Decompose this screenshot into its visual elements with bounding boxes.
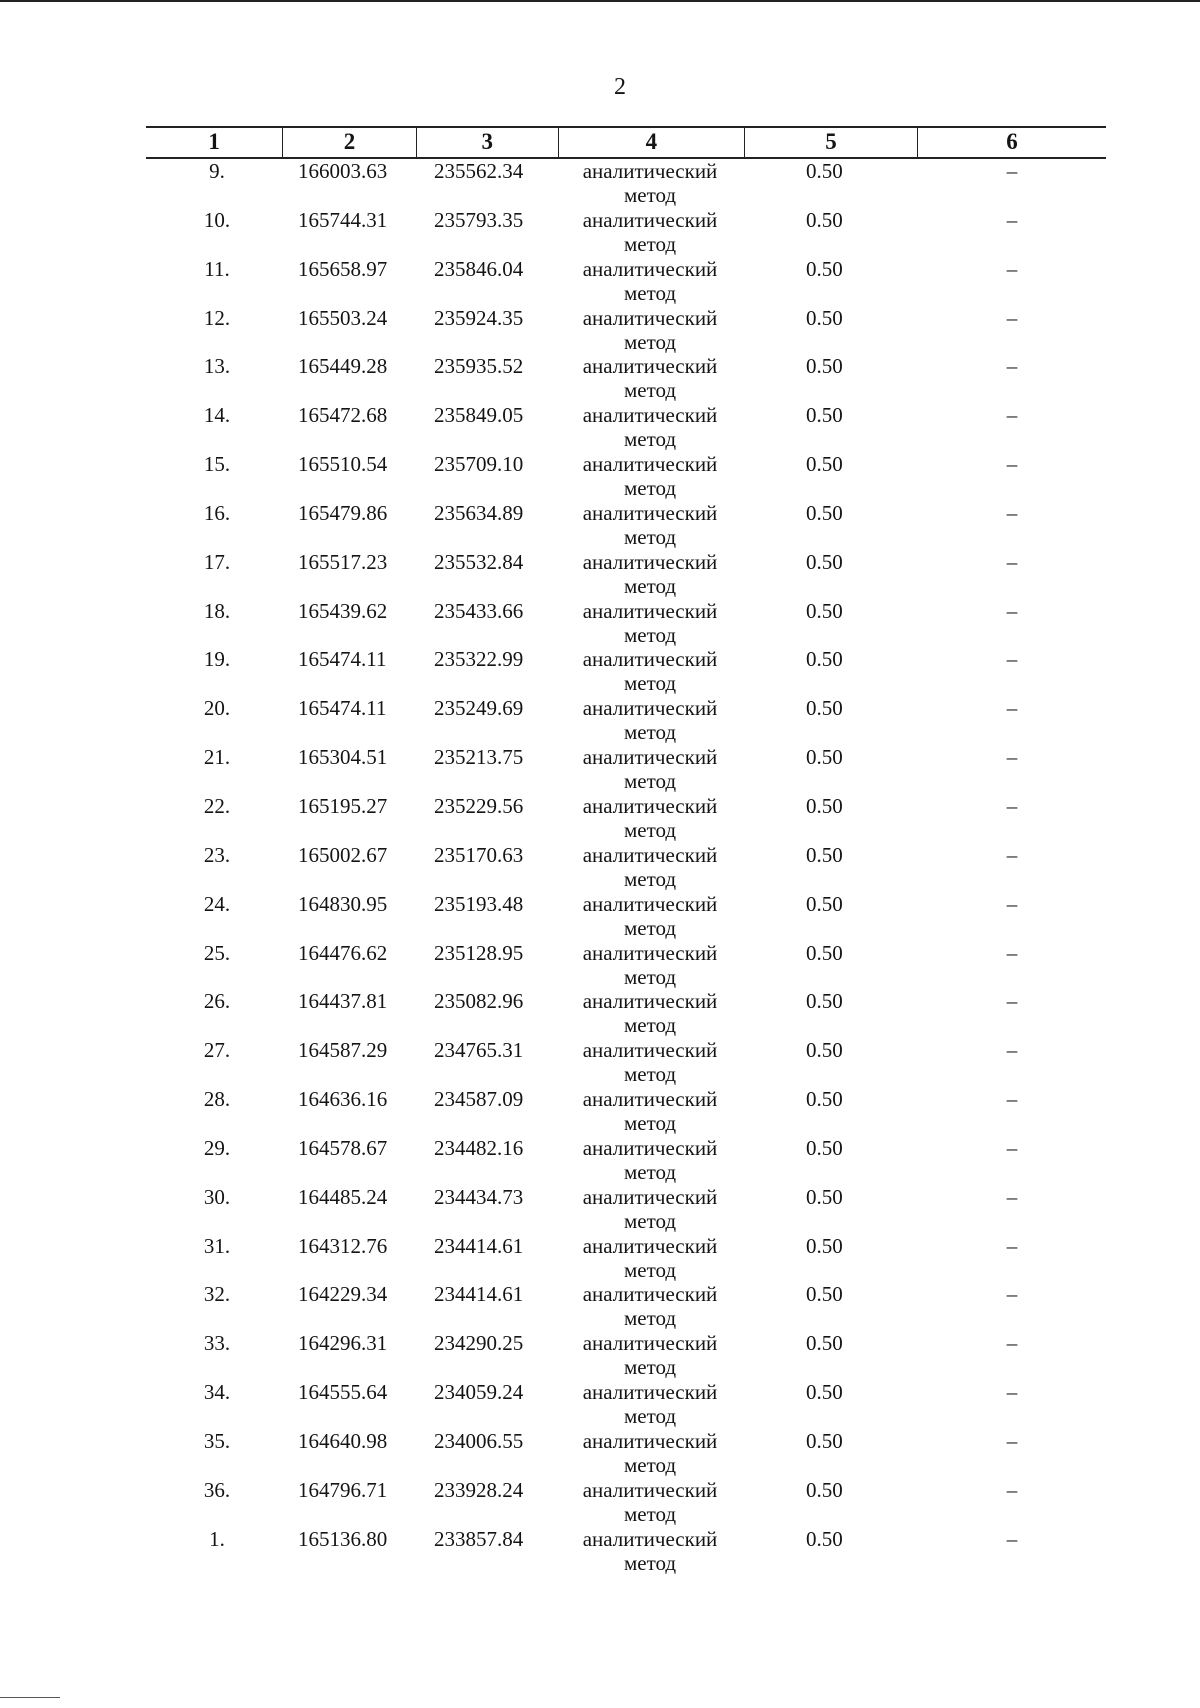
method-line-1: аналитический [582, 549, 718, 574]
bottom-margin-line [0, 1697, 60, 1698]
method [568, 599, 732, 647]
method-line-2: метод [623, 964, 677, 989]
table-row [146, 745, 1106, 794]
method-line-1: аналитический [582, 696, 718, 721]
point-number: 16. [203, 500, 231, 525]
point-number: 26. [203, 989, 231, 1014]
method-line-1: аналитический [582, 1380, 718, 1405]
note: – [1006, 1233, 1018, 1258]
table-body [146, 159, 1106, 1575]
point-number: 32. [203, 1282, 231, 1307]
coord-y: 235709.10 [434, 452, 524, 477]
accuracy: 0.50 [806, 354, 843, 379]
method-line-2: метод [623, 378, 677, 403]
note: – [1006, 403, 1018, 428]
table-row [146, 599, 1106, 648]
method-line-1: аналитический [582, 1477, 718, 1502]
method-line-1: аналитический [582, 940, 718, 965]
method-line-2: метод [623, 817, 677, 842]
coord-x: 165479.86 [298, 500, 388, 525]
method [568, 1527, 732, 1575]
table-header-row [146, 126, 1106, 159]
method-line-1: аналитический [582, 1331, 718, 1356]
note: – [1006, 891, 1018, 916]
coord-y: 233928.24 [434, 1477, 524, 1502]
coordinates-table [146, 126, 1106, 1575]
note: – [1006, 745, 1018, 770]
page-number: 2 [614, 74, 626, 100]
coord-y: 235249.69 [434, 696, 524, 721]
note: – [1006, 1184, 1018, 1209]
coord-y: 234414.61 [434, 1233, 524, 1258]
header-col-2: 2 [283, 128, 416, 157]
coord-y: 235532.84 [434, 549, 524, 574]
note: – [1006, 549, 1018, 574]
point-number: 25. [203, 940, 231, 965]
point-number: 17. [203, 549, 231, 574]
method [568, 892, 732, 940]
point-number: 20. [203, 696, 231, 721]
point-number: 21. [203, 745, 231, 770]
point-number: 14. [203, 403, 231, 428]
accuracy: 0.50 [806, 207, 843, 232]
method-line-2: метод [623, 476, 677, 501]
note: – [1006, 598, 1018, 623]
method-line-1: аналитический [582, 842, 718, 867]
coord-y: 235935.52 [434, 354, 524, 379]
accuracy: 0.50 [806, 793, 843, 818]
accuracy: 0.50 [806, 940, 843, 965]
point-number: 19. [203, 647, 231, 672]
table-row [146, 1282, 1106, 1331]
coord-x: 164636.16 [298, 1087, 388, 1112]
point-number: 29. [203, 1135, 231, 1160]
note: – [1006, 647, 1018, 672]
coord-y: 233857.84 [434, 1526, 524, 1551]
coord-y: 235213.75 [434, 745, 524, 770]
method [568, 1429, 732, 1477]
coord-x: 165658.97 [298, 256, 388, 281]
method [568, 452, 732, 500]
coord-x: 164485.24 [298, 1184, 388, 1209]
method-line-1: аналитический [582, 1428, 718, 1453]
coord-x: 165304.51 [298, 745, 388, 770]
coord-x: 165510.54 [298, 452, 388, 477]
coord-y: 235082.96 [434, 989, 524, 1014]
point-number: 18. [203, 598, 231, 623]
header-col-5: 5 [745, 128, 918, 157]
accuracy: 0.50 [806, 598, 843, 623]
table-row [146, 354, 1106, 403]
method-line-1: аналитический [582, 403, 718, 428]
method-line-1: аналитический [582, 305, 718, 330]
table-row [146, 696, 1106, 745]
method-line-1: аналитический [582, 647, 718, 672]
note: – [1006, 842, 1018, 867]
note: – [1006, 1526, 1018, 1551]
coord-x: 164587.29 [298, 1038, 388, 1063]
method-line-1: аналитический [582, 598, 718, 623]
header-col-1: 1 [146, 128, 283, 157]
method [568, 1331, 732, 1379]
point-number: 36. [203, 1477, 231, 1502]
table-row [146, 794, 1106, 843]
method [568, 1185, 732, 1233]
table-row [146, 1038, 1106, 1087]
coord-x: 165472.68 [298, 403, 388, 428]
accuracy: 0.50 [806, 1282, 843, 1307]
accuracy: 0.50 [806, 1428, 843, 1453]
note: – [1006, 500, 1018, 525]
note: – [1006, 452, 1018, 477]
method [568, 306, 732, 354]
method [568, 550, 732, 598]
coord-x: 165744.31 [298, 207, 388, 232]
method-line-1: аналитический [582, 1282, 718, 1307]
coord-x: 164437.81 [298, 989, 388, 1014]
method [568, 1380, 732, 1428]
method-line-2: метод [623, 915, 677, 940]
coord-x: 165474.11 [298, 696, 387, 721]
accuracy: 0.50 [806, 745, 843, 770]
method [568, 354, 732, 402]
accuracy: 0.50 [806, 1477, 843, 1502]
accuracy: 0.50 [806, 500, 843, 525]
coord-x: 166003.63 [298, 159, 388, 183]
coord-y: 235849.05 [434, 403, 524, 428]
note: – [1006, 305, 1018, 330]
accuracy: 0.50 [806, 403, 843, 428]
method [568, 989, 732, 1037]
top-border-line [0, 0, 1200, 2]
accuracy: 0.50 [806, 1233, 843, 1258]
method-line-2: метод [623, 1111, 677, 1136]
method-line-2: метод [623, 1550, 677, 1575]
coord-y: 235229.56 [434, 793, 524, 818]
point-number: 11. [204, 256, 230, 281]
method-line-1: аналитический [582, 1135, 718, 1160]
accuracy: 0.50 [806, 1135, 843, 1160]
method-line-2: метод [623, 524, 677, 549]
table-row [146, 1331, 1106, 1380]
note: – [1006, 354, 1018, 379]
table-row [146, 892, 1106, 941]
table-row [146, 1478, 1106, 1527]
method-line-1: аналитический [582, 207, 718, 232]
table-row [146, 403, 1106, 452]
table-row [146, 941, 1106, 990]
coord-x: 165503.24 [298, 305, 388, 330]
method [568, 1136, 732, 1184]
coord-y: 234434.73 [434, 1184, 524, 1209]
method [568, 1478, 732, 1526]
coord-x: 165195.27 [298, 793, 388, 818]
point-number: 27. [203, 1038, 231, 1063]
method-line-2: метод [623, 1306, 677, 1331]
method-line-2: метод [623, 1355, 677, 1380]
coord-y: 235634.89 [434, 500, 524, 525]
method-line-2: метод [623, 1404, 677, 1429]
table-row [146, 159, 1106, 208]
method-line-1: аналитический [582, 1038, 718, 1063]
point-number: 9. [209, 159, 225, 183]
point-number: 33. [203, 1331, 231, 1356]
coord-x: 164229.34 [298, 1282, 388, 1307]
table-row [146, 257, 1106, 306]
method-line-2: метод [623, 671, 677, 696]
method-line-2: метод [623, 866, 677, 891]
note: – [1006, 1135, 1018, 1160]
table-row [146, 1234, 1106, 1283]
method-line-2: метод [623, 1013, 677, 1038]
method [568, 403, 732, 451]
table-row [146, 1429, 1106, 1478]
coord-y: 234482.16 [434, 1135, 524, 1160]
point-number: 22. [203, 793, 231, 818]
point-number: 1. [209, 1526, 225, 1551]
coord-y: 235170.63 [434, 842, 524, 867]
method-line-1: аналитический [582, 354, 718, 379]
method-line-2: метод [623, 1062, 677, 1087]
note: – [1006, 1282, 1018, 1307]
method [568, 208, 732, 256]
method [568, 794, 732, 842]
note: – [1006, 793, 1018, 818]
point-number: 23. [203, 842, 231, 867]
table-row [146, 452, 1106, 501]
coord-y: 234059.24 [434, 1380, 524, 1405]
method-line-2: метод [623, 183, 677, 207]
coord-x: 164640.98 [298, 1428, 388, 1453]
accuracy: 0.50 [806, 842, 843, 867]
coord-x: 164476.62 [298, 940, 388, 965]
coord-x: 165136.80 [298, 1526, 388, 1551]
note: – [1006, 256, 1018, 281]
method-line-1: аналитический [582, 1184, 718, 1209]
point-number: 12. [203, 305, 231, 330]
method [568, 257, 732, 305]
coord-x: 164796.71 [298, 1477, 388, 1502]
method [568, 1234, 732, 1282]
method-line-2: метод [623, 280, 677, 305]
method-line-1: аналитический [582, 1233, 718, 1258]
note: – [1006, 1038, 1018, 1063]
point-number: 28. [203, 1087, 231, 1112]
method-line-1: аналитический [582, 793, 718, 818]
point-number: 24. [203, 891, 231, 916]
method [568, 745, 732, 793]
note: – [1006, 696, 1018, 721]
header-col-6: 6 [1006, 129, 1018, 154]
header-col-4: 4 [559, 128, 745, 157]
coord-x: 165474.11 [298, 647, 387, 672]
point-number: 34. [203, 1380, 231, 1405]
table-row [146, 208, 1106, 257]
method-line-1: аналитический [582, 1087, 718, 1112]
method-line-1: аналитический [582, 745, 718, 770]
note: – [1006, 1331, 1018, 1356]
accuracy: 0.50 [806, 1331, 843, 1356]
method-line-2: метод [623, 1257, 677, 1282]
coord-x: 165439.62 [298, 598, 388, 623]
table-row [146, 1527, 1106, 1576]
method [568, 941, 732, 989]
coord-x: 164830.95 [298, 891, 388, 916]
coord-x: 164296.31 [298, 1331, 388, 1356]
point-number: 13. [203, 354, 231, 379]
method-line-2: метод [623, 1208, 677, 1233]
method-line-1: аналитический [582, 159, 718, 183]
accuracy: 0.50 [806, 1038, 843, 1063]
point-number: 30. [203, 1184, 231, 1209]
accuracy: 0.50 [806, 549, 843, 574]
method [568, 159, 732, 207]
coord-y: 234006.55 [434, 1428, 524, 1453]
method-line-2: метод [623, 1501, 677, 1526]
coord-y: 235193.48 [434, 891, 524, 916]
method [568, 843, 732, 891]
method-line-2: метод [623, 720, 677, 745]
table-row [146, 306, 1106, 355]
method-line-2: метод [623, 769, 677, 794]
table-row [146, 989, 1106, 1038]
table-row [146, 550, 1106, 599]
method-line-2: метод [623, 1159, 677, 1184]
accuracy: 0.50 [806, 1380, 843, 1405]
point-number: 31. [203, 1233, 231, 1258]
coord-x: 165002.67 [298, 842, 388, 867]
coord-y: 234290.25 [434, 1331, 524, 1356]
method [568, 1087, 732, 1135]
method-line-2: метод [623, 427, 677, 452]
table-row [146, 501, 1106, 550]
note: – [1006, 1477, 1018, 1502]
coord-y: 235562.34 [434, 159, 524, 183]
coord-y: 235433.66 [434, 598, 524, 623]
method-line-1: аналитический [582, 256, 718, 281]
coord-x: 164578.67 [298, 1135, 388, 1160]
method-line-2: метод [623, 573, 677, 598]
table-row [146, 1136, 1106, 1185]
point-number: 15. [203, 452, 231, 477]
accuracy: 0.50 [806, 1526, 843, 1551]
accuracy: 0.50 [806, 989, 843, 1014]
method-line-2: метод [623, 622, 677, 647]
point-number: 35. [203, 1428, 231, 1453]
method-line-1: аналитический [582, 500, 718, 525]
method-line-1: аналитический [582, 452, 718, 477]
method-line-2: метод [623, 329, 677, 354]
table-row [146, 1380, 1106, 1429]
method-line-1: аналитический [582, 891, 718, 916]
method [568, 1282, 732, 1330]
coord-y: 234587.09 [434, 1087, 524, 1112]
method [568, 501, 732, 549]
table-row [146, 1185, 1106, 1234]
table-row [146, 1087, 1106, 1136]
method-line-1: аналитический [582, 989, 718, 1014]
accuracy: 0.50 [806, 1087, 843, 1112]
table-row [146, 843, 1106, 892]
method [568, 696, 732, 744]
coord-x: 165517.23 [298, 549, 388, 574]
method-line-1: аналитический [582, 1526, 718, 1551]
coord-x: 164312.76 [298, 1233, 388, 1258]
coord-x: 164555.64 [298, 1380, 388, 1405]
method [568, 1038, 732, 1086]
method-line-2: метод [623, 231, 677, 256]
accuracy: 0.50 [806, 647, 843, 672]
accuracy: 0.50 [806, 305, 843, 330]
header-col-3: 3 [417, 128, 559, 157]
note: – [1006, 989, 1018, 1014]
accuracy: 0.50 [806, 1184, 843, 1209]
note: – [1006, 207, 1018, 232]
note: – [1006, 159, 1018, 183]
note: – [1006, 940, 1018, 965]
note: – [1006, 1380, 1018, 1405]
table-row [146, 647, 1106, 696]
accuracy: 0.50 [806, 452, 843, 477]
coord-y: 235322.99 [434, 647, 524, 672]
coord-y: 235128.95 [434, 940, 524, 965]
method [568, 647, 732, 695]
note: – [1006, 1087, 1018, 1112]
point-number: 10. [203, 207, 231, 232]
coord-y: 235846.04 [434, 256, 524, 281]
accuracy: 0.50 [806, 696, 843, 721]
accuracy: 0.50 [806, 891, 843, 916]
note: – [1006, 1428, 1018, 1453]
coord-y: 235793.35 [434, 207, 524, 232]
coord-y: 234414.61 [434, 1282, 524, 1307]
accuracy: 0.50 [806, 159, 843, 183]
method-line-2: метод [623, 1452, 677, 1477]
accuracy: 0.50 [806, 256, 843, 281]
coord-x: 165449.28 [298, 354, 388, 379]
coord-y: 234765.31 [434, 1038, 524, 1063]
coord-y: 235924.35 [434, 305, 524, 330]
